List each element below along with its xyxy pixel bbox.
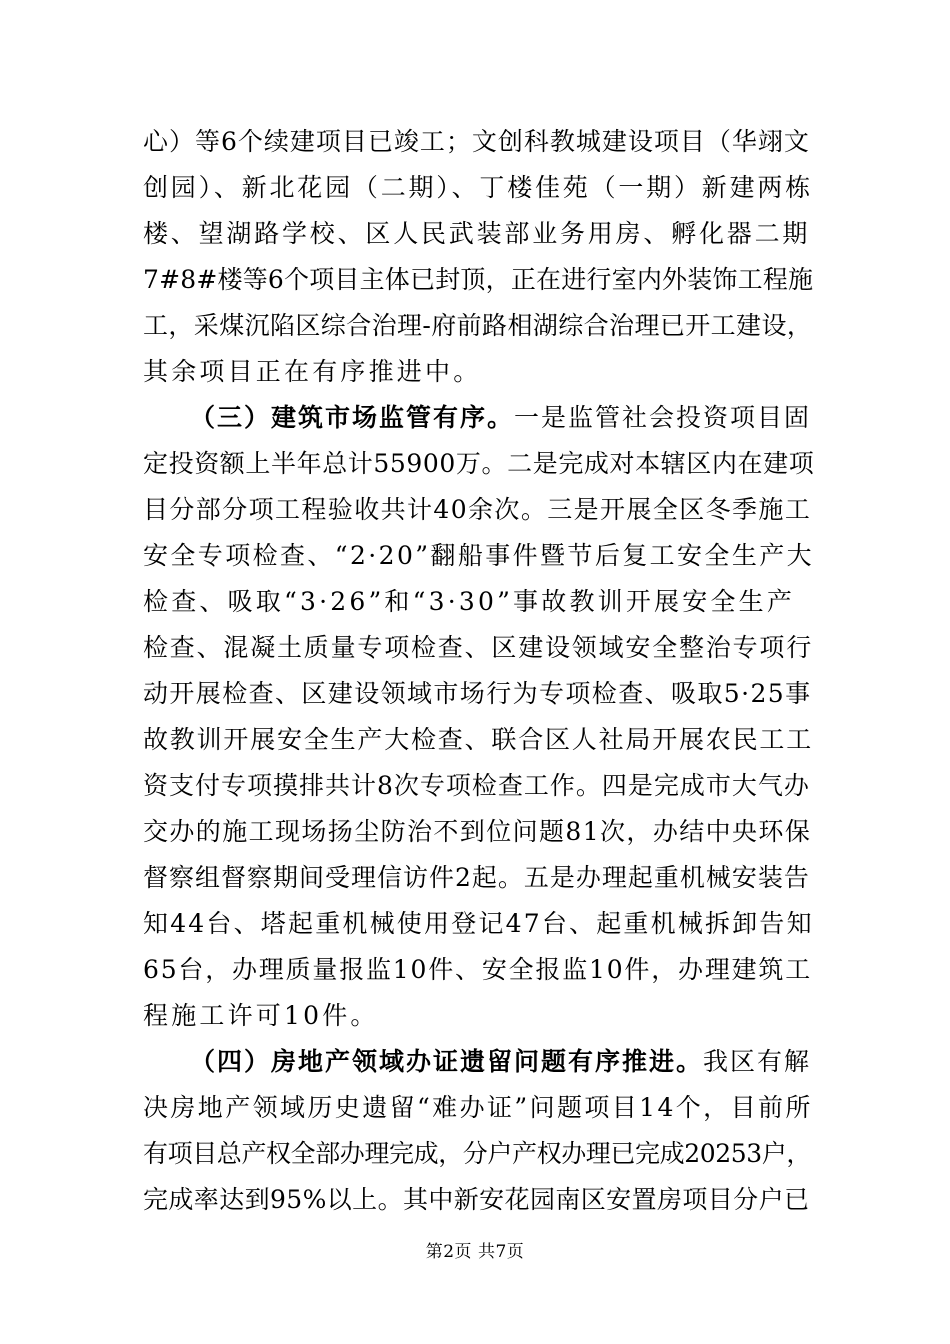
text-line: 工，采煤沉陷区综合治理-府前路相湖综合治理已开工建设， (143, 311, 813, 340)
text-line: 定投资额上半年总计55900万。二是完成对本辖区内在建项 (143, 449, 815, 478)
text-line: 知44台、塔起重机械使用登记47台、起重机械拆卸告知 (143, 909, 814, 938)
text-line: 程施工许可10件。 (143, 1001, 379, 1030)
text-line: 检查、混凝土质量专项检查、区建设领域安全整治专项行 (143, 633, 814, 662)
text-line: 目分部分项工程验收共计40余次。三是开展全区冬季施工 (143, 495, 812, 524)
text-line: 动开展检查、区建设领域市场行为专项检查、吸取5·25事 (143, 679, 812, 708)
text-line: 其余项目正在有序推进中。 (143, 357, 482, 386)
text-line: 安全专项检查、“2·20”翻船事件暨节后复工安全生产大 (143, 541, 815, 570)
text-line: 检查、吸取“3·26”和“3·30”事故教训开展安全生产 (143, 587, 796, 616)
text-line: 交办的施工现场扬尘防治不到位问题81次，办结中央环保 (143, 817, 812, 846)
text-line: 心）等6个续建项目已竣工；文创科教城建设项目（华翊文 (143, 127, 810, 156)
section-3-first-line-text: 一是监管社会投资项目固 (514, 403, 812, 432)
text-line: 65台，办理质量报监10件、安全报监10件，办理建筑工 (143, 955, 813, 984)
text-line: 完成率达到95%以上。其中新安花园南区安置房项目分户已 (143, 1185, 810, 1214)
text-line: 创园）、新北花园（二期）、丁楼佳苑（一期）新建两栋 (143, 173, 814, 202)
text-line: 资支付专项摸排共计8次专项检查工作。四是完成市大气办 (143, 771, 810, 800)
text-line: 故教训开展安全生产大检查、联合区人社局开展农民工工 (143, 725, 814, 754)
page-number-footer: 第2页 共7页 (425, 1242, 525, 1262)
section-4-heading: （四）房地产领域办证遗留问题有序推进。 (190, 1047, 704, 1076)
section-3-first-line (190, 398, 813, 438)
text-line: 督察组督察期间受理信访件2起。五是办理起重机械安装告 (143, 863, 810, 892)
section-4-first-line-text: 我区有解 (703, 1047, 812, 1076)
text-line: 7#8#楼等6个项目主体已封顶，正在进行室内外装饰工程施 (143, 265, 814, 294)
text-line: 楼、望湖路学校、区人民武装部业务用房、孵化器二期 (143, 219, 811, 248)
text-line: 有项目总产权全部办理完成，分户产权办理已完成20253户， (143, 1139, 811, 1168)
section-4-first-line (190, 1042, 813, 1082)
text-line: 决房地产领域历史遗留“难办证”问题项目14个，目前所 (143, 1093, 813, 1122)
section-3-heading: （三）建筑市场监管有序。 (190, 403, 515, 432)
